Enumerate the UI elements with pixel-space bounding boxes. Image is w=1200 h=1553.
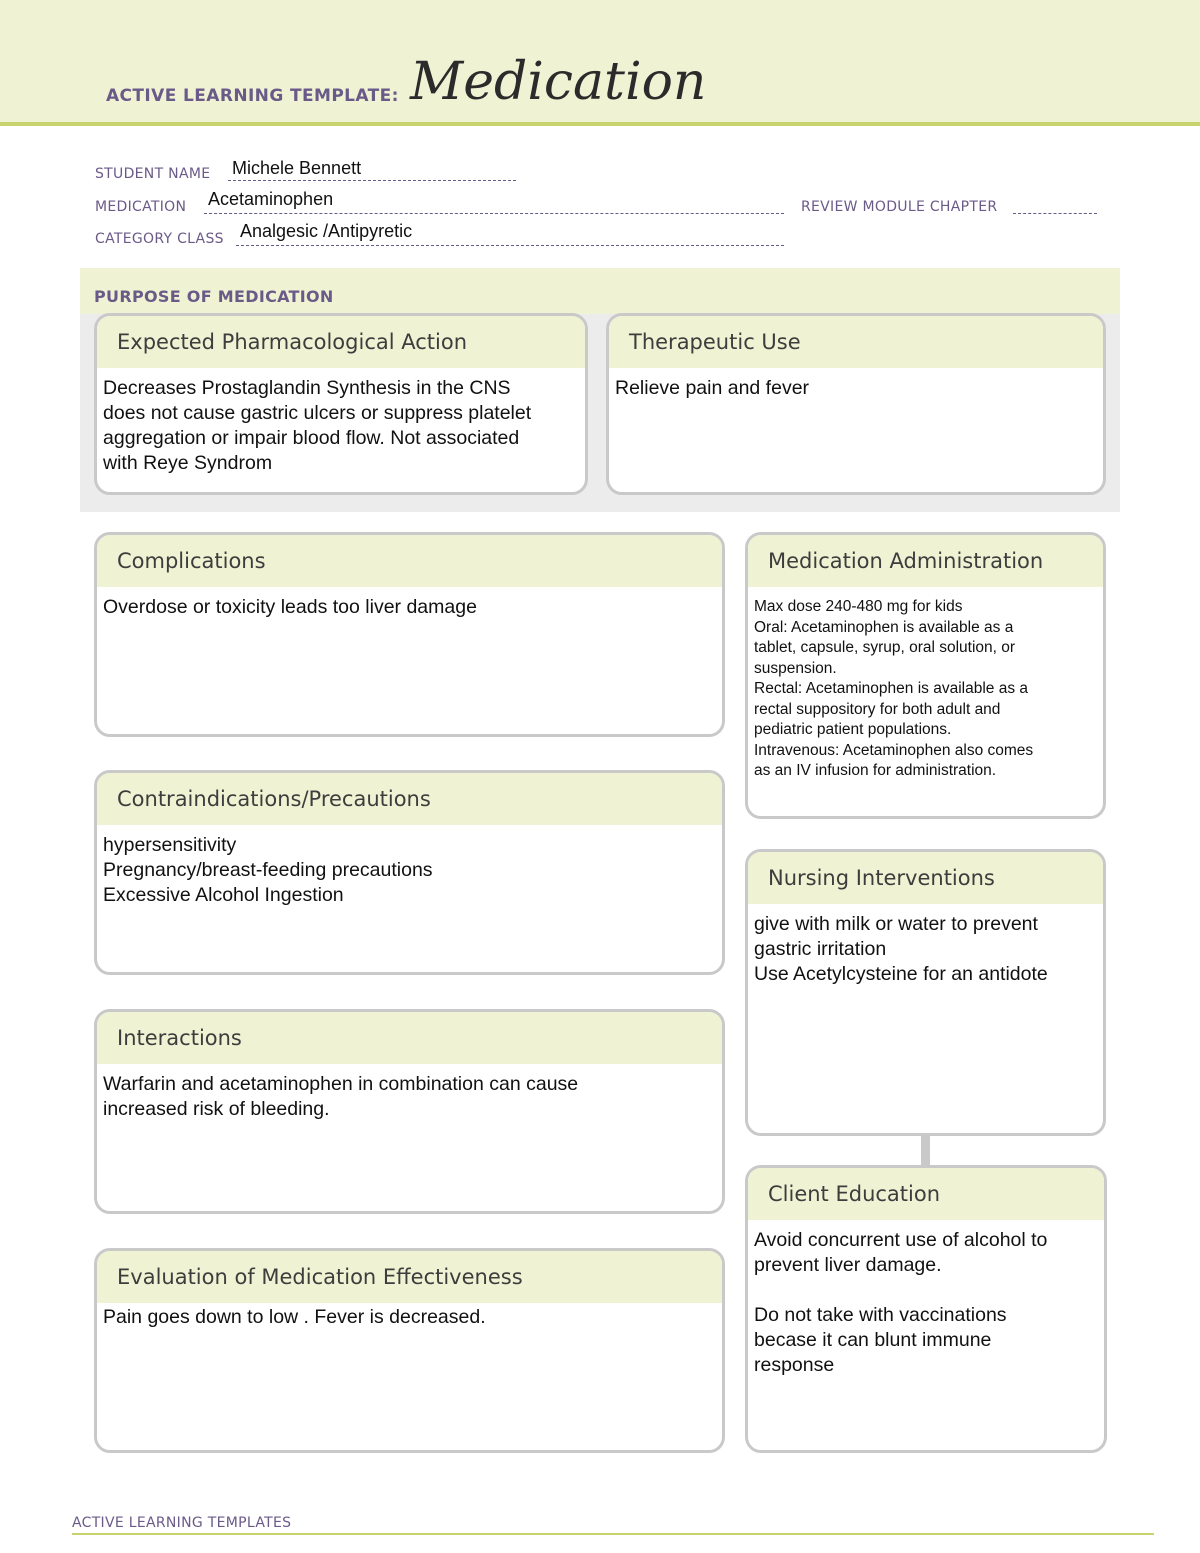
administration-body[interactable]: Max dose 240-480 mg for kids Oral: Acetaminophen is available as a tablet, capsule, syrup, oral solution, or suspension. Rectal: Acetaminophen is available as a rectal suppository for both adult and pediatric patient populations. Intravenous: Acetaminophen also comes as an IV infusion for administration. bbox=[754, 598, 1034, 779]
box-connector bbox=[921, 1134, 930, 1166]
interactions-box[interactable] bbox=[94, 1009, 725, 1214]
complications-title: Complications bbox=[97, 535, 722, 587]
client-education-box[interactable] bbox=[745, 1165, 1107, 1453]
student-name-line bbox=[228, 180, 516, 181]
therapeutic-use-box[interactable] bbox=[606, 313, 1106, 495]
expected-action-body[interactable]: Decreases Prostaglandin Synthesis in the CNS does not cause gastric ulcers or suppress platelet aggregation or impair blood flow. Not associated with Reye Syndrom bbox=[103, 377, 532, 474]
student-name-field[interactable]: Michele Bennett bbox=[232, 158, 362, 178]
contraindications-box[interactable] bbox=[94, 770, 725, 975]
client-education-body[interactable]: Avoid concurrent use of alcohol to prevent liver damage. Do not take with vaccinations becase it can blunt immune response bbox=[754, 1229, 1048, 1376]
expected-action-title: Expected Pharmacological Action bbox=[97, 316, 585, 368]
category-class-label: CATEGORY CLASS bbox=[95, 231, 224, 247]
medication-field[interactable]: Acetaminophen bbox=[208, 189, 334, 209]
purpose-label: PURPOSE OF MEDICATION bbox=[94, 287, 334, 306]
nursing-interventions-title: Nursing Interventions bbox=[748, 852, 1103, 904]
nursing-interventions-box[interactable] bbox=[745, 849, 1106, 1136]
contraindications-body[interactable]: hypersensitivity Pregnancy/breast-feeding precautions Excessive Alcohol Ingestion bbox=[103, 834, 433, 906]
administration-title: Medication Administration bbox=[748, 535, 1103, 587]
footer-rule bbox=[72, 1533, 1154, 1535]
therapeutic-use-body[interactable]: Relieve pain and fever bbox=[615, 377, 810, 399]
complications-box[interactable] bbox=[94, 532, 725, 737]
contraindications-title: Contraindications/Precautions bbox=[97, 773, 722, 825]
footer-label: ACTIVE LEARNING TEMPLATES bbox=[72, 1515, 292, 1531]
template-prefix: ACTIVE LEARNING TEMPLATE: bbox=[106, 86, 399, 106]
evaluation-box[interactable] bbox=[94, 1248, 725, 1453]
category-class-field[interactable]: Analgesic /Antipyretic bbox=[240, 221, 413, 241]
template-title: Medication bbox=[410, 52, 707, 112]
review-module-line bbox=[1013, 213, 1097, 214]
evaluation-title: Evaluation of Medication Effectiveness bbox=[97, 1251, 722, 1303]
review-module-label: REVIEW MODULE CHAPTER bbox=[801, 199, 998, 215]
therapeutic-use-title: Therapeutic Use bbox=[609, 316, 1103, 368]
category-class-line bbox=[236, 245, 784, 246]
nursing-interventions-body[interactable]: give with milk or water to prevent gastric irritation Use Acetylcysteine for an antidote bbox=[754, 913, 1048, 985]
interactions-title: Interactions bbox=[97, 1012, 722, 1064]
administration-box[interactable] bbox=[745, 532, 1106, 819]
evaluation-body[interactable]: Pain goes down to low . Fever is decreased. bbox=[103, 1306, 486, 1328]
medication-line bbox=[204, 213, 784, 214]
student-name-label: STUDENT NAME bbox=[95, 166, 211, 182]
header-rule bbox=[0, 122, 1200, 126]
complications-body[interactable]: Overdose or toxicity leads too liver damage bbox=[103, 596, 477, 618]
medication-label: MEDICATION bbox=[95, 199, 187, 215]
interactions-body[interactable]: Warfarin and acetaminophen in combination can cause increased risk of bleeding. bbox=[103, 1073, 579, 1120]
expected-action-box[interactable] bbox=[94, 313, 588, 495]
client-education-title: Client Education bbox=[748, 1168, 1104, 1220]
